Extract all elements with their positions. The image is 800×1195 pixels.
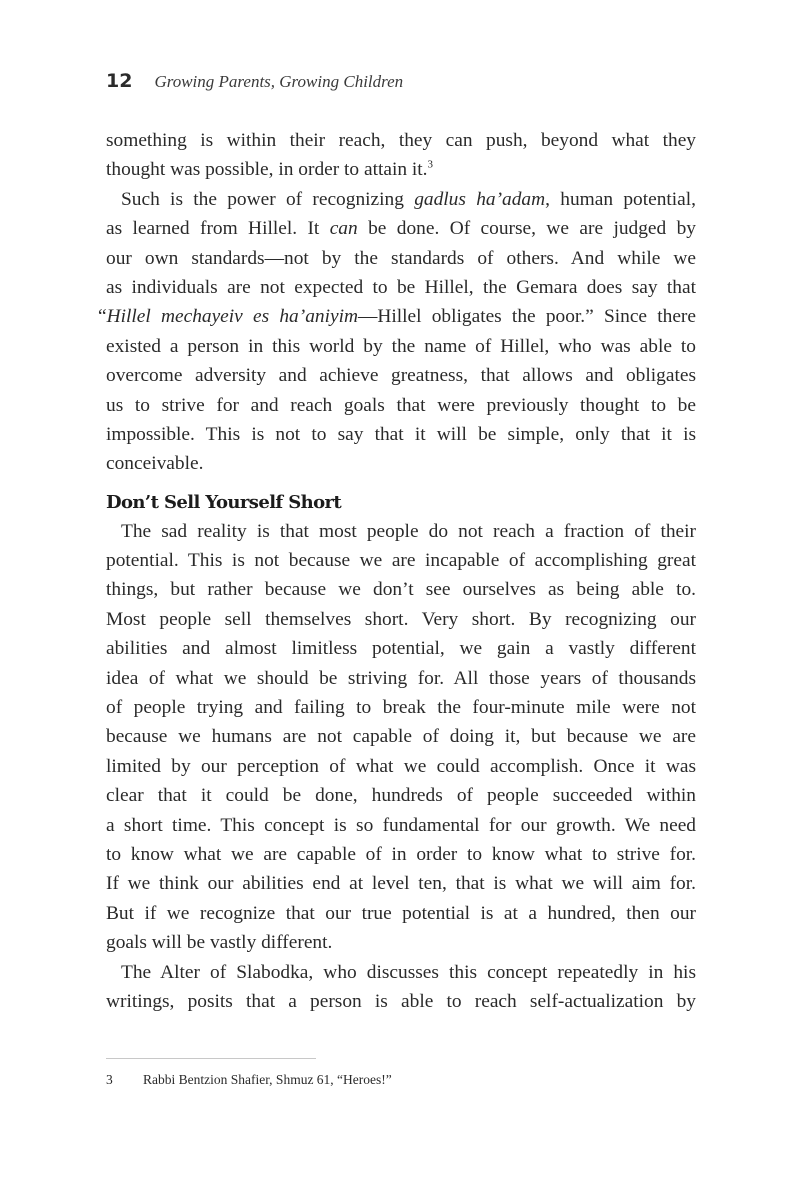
text-line: goals will be vastly different. bbox=[106, 932, 333, 954]
text-span: as learned from Hillel. It bbox=[106, 218, 330, 240]
text-line: because we humans are not capable of doing it, but because we are bbox=[106, 726, 696, 748]
page-number: 12 bbox=[106, 70, 133, 92]
text-line: The Alter of Slabodka, who discusses this concept repeatedly in his bbox=[121, 961, 696, 983]
text-span: thought was possible, in order to attain it. bbox=[106, 159, 428, 181]
text-line bbox=[98, 302, 696, 331]
running-header bbox=[106, 70, 403, 100]
paragraph bbox=[106, 958, 696, 1017]
text-span: , human potential, bbox=[545, 188, 697, 210]
paragraph bbox=[98, 185, 697, 479]
text-line: But if we recognize that our true potential is at a hundred, then our bbox=[106, 902, 696, 924]
paragraph bbox=[106, 517, 696, 958]
text-line: existed a person in this world by the name of Hillel, who was able to bbox=[106, 335, 696, 357]
text-span: “ bbox=[98, 306, 107, 328]
text-span: —Hillel obligates the poor.” Since there bbox=[357, 306, 696, 328]
italic-term: Hillel mechayeiv es ha’aniyim bbox=[106, 306, 358, 328]
text-line: a short time. This concept is so fundamental for our growth. We need bbox=[106, 814, 696, 836]
text-line: If we think our abilities end at level ten, that is what we will aim for. bbox=[106, 873, 696, 895]
text-line: things, but rather because we don’t see ourselves as being able to. bbox=[106, 579, 696, 601]
text-line: us to strive for and reach goals that were previously thought to be bbox=[106, 394, 696, 416]
text-line: The sad reality is that most people do not reach a fraction of their bbox=[121, 520, 696, 542]
footnote-number: 3 bbox=[106, 1072, 113, 1087]
text-span: Such is the power of recognizing bbox=[121, 188, 415, 210]
text-line: of people trying and failing to break the four-minute mile were not bbox=[106, 697, 696, 719]
footnote-text: Rabbi Bentzion Shafier, Shmuz 61, “Heroes!” bbox=[143, 1072, 392, 1087]
text-span: be done. Of course, we are judged by bbox=[357, 218, 697, 240]
text-line: clear that it could be done, hundreds of people succeeded within bbox=[106, 785, 696, 807]
text-line: something is within their reach, they can push, beyond what they bbox=[106, 130, 696, 151]
text-line: to know what we are capable of in order to know what to strive for. bbox=[106, 843, 696, 865]
footnote bbox=[106, 1072, 392, 1088]
text-line: as individuals are not expected to be Hillel, the Gemara does say that bbox=[106, 276, 696, 298]
footnote-ref[interactable]: 3 bbox=[427, 158, 434, 171]
text-line: limited by our perception of what we could accomplish. Once it was bbox=[106, 755, 696, 777]
text-line: abilities and almost limitless potential, we gain a vastly different bbox=[106, 638, 696, 660]
paragraph bbox=[106, 126, 696, 185]
text-line: writings, posits that a person is able to reach self-actualization by bbox=[106, 990, 696, 1012]
text-line: overcome adversity and achieve greatness, that allows and obligates bbox=[106, 365, 696, 387]
text-line bbox=[106, 185, 696, 214]
footnote-divider bbox=[106, 1058, 316, 1059]
text-line: conceivable. bbox=[106, 453, 204, 475]
text-line: impossible. This is not to say that it will be simple, only that it is bbox=[106, 423, 696, 445]
text-line: potential. This is not because we are incapable of accomplishing great bbox=[106, 550, 696, 572]
text-line: our own standards—not by the standards of others. And while we bbox=[106, 247, 696, 269]
section-heading: Don’t Sell Yourself Short bbox=[106, 491, 342, 513]
text-line: idea of what we should be striving for. All those years of thousands bbox=[106, 667, 696, 689]
running-title: Growing Parents, Growing Children bbox=[154, 72, 404, 91]
text-line: Most people sell themselves short. Very short. By recognizing our bbox=[106, 608, 696, 630]
text-line bbox=[106, 214, 696, 243]
main-text bbox=[98, 126, 697, 1016]
text-line bbox=[106, 155, 696, 184]
italic-term: can bbox=[329, 218, 358, 240]
italic-term: gadlus ha’adam bbox=[414, 188, 546, 210]
